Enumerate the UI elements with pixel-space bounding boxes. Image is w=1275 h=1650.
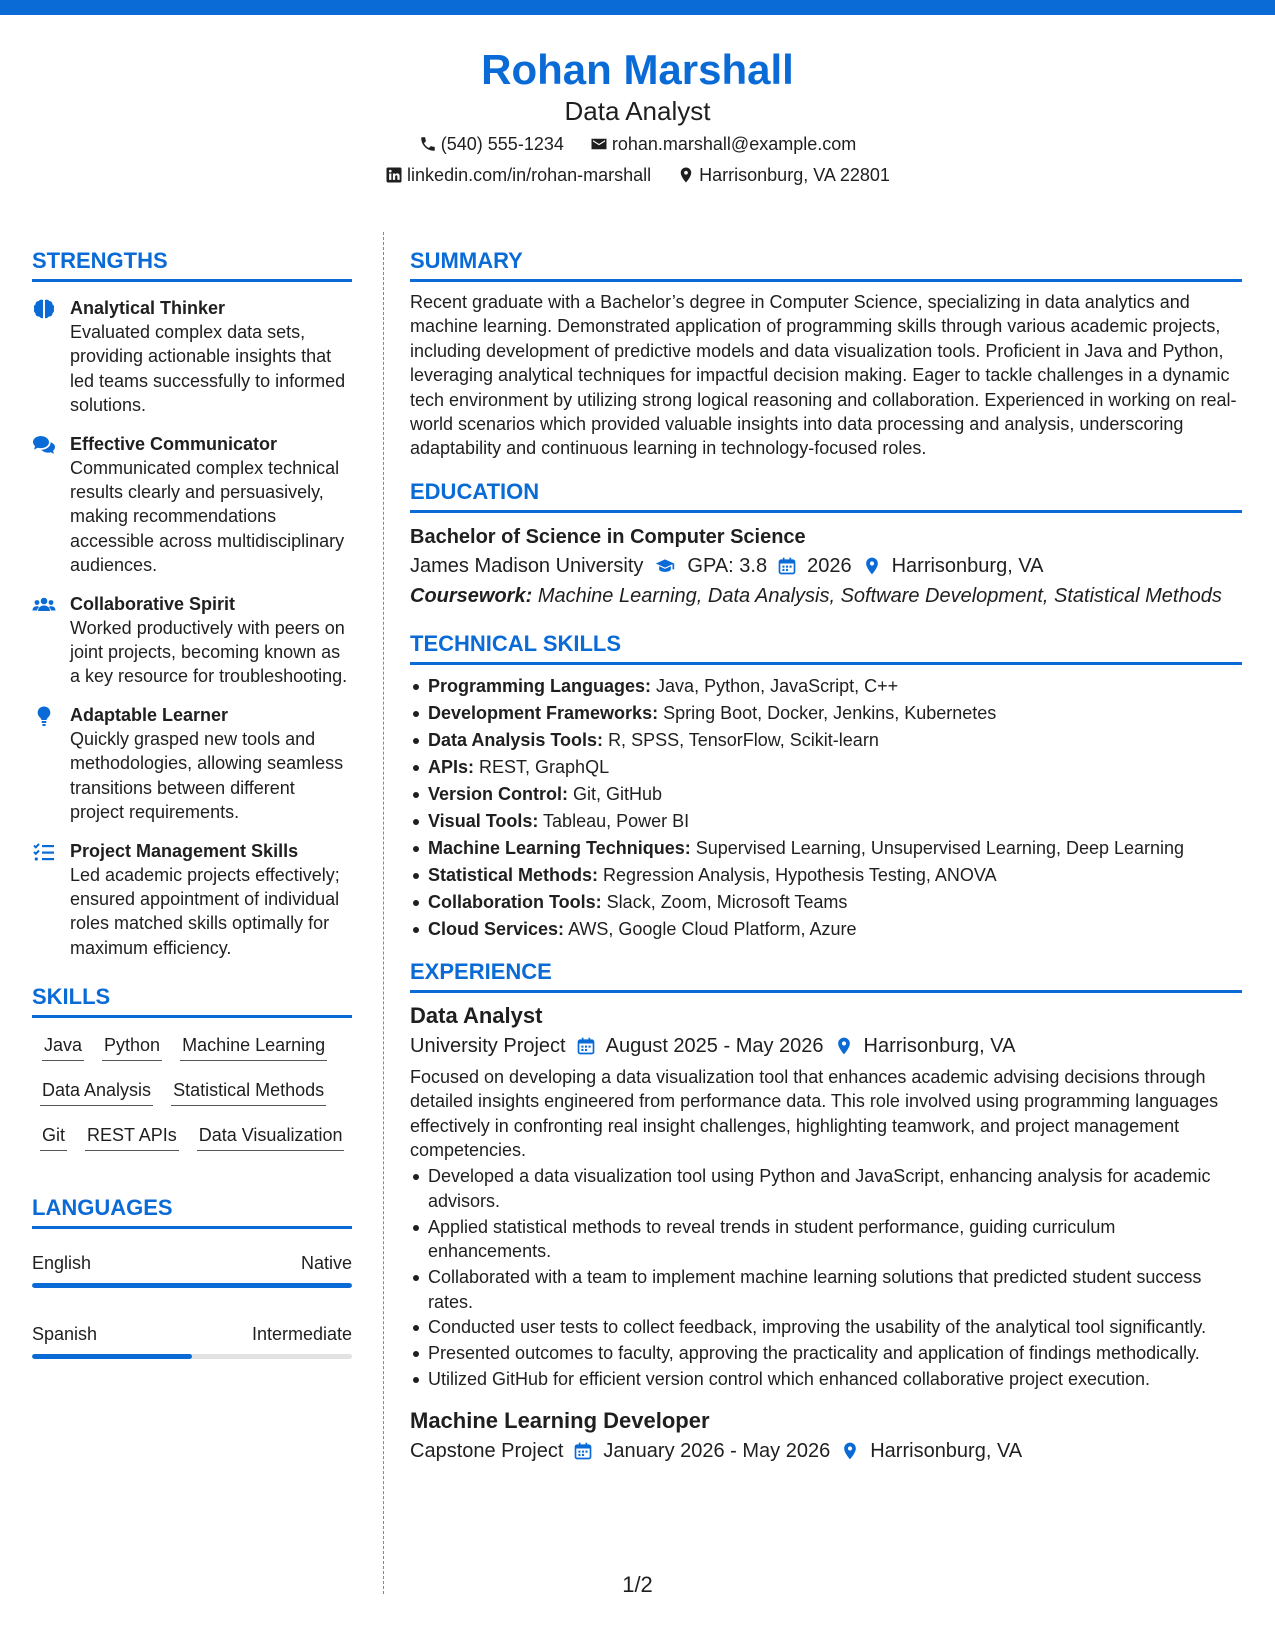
phone-icon (419, 135, 437, 153)
list-item (410, 673, 1242, 700)
job-dates: August 2025 - May 2026 (605, 1034, 824, 1057)
job-dates: January 2026 - May 2026 (603, 1439, 831, 1462)
job-location: Harrisonburg, VA (870, 1439, 1023, 1462)
calendar-icon (573, 1441, 593, 1461)
map-pin-icon (840, 1441, 860, 1461)
skill-label: Collaboration Tools: (428, 891, 602, 912)
strength-item (32, 703, 352, 825)
strength-title: Effective Communicator (70, 433, 278, 454)
list-item: Conducted user tests to collect feedback, improving the usability of the analytical tool significantly. (410, 1315, 1242, 1339)
calendar-icon (777, 556, 797, 576)
degree-title: Bachelor of Science in Computer Science (410, 525, 806, 548)
language-name: English (32, 1253, 92, 1274)
experience-heading: EXPERIENCE (410, 957, 1242, 993)
job-bullets (410, 1164, 1242, 1391)
job-description: Focused on developing a data visualization tool that enhances academic advising decisions through detailed insights engineered from performance data. This role involved using programming languages effectively in confronting real insight challenges, highlighting teamwork, and project management competencies. (410, 1066, 1219, 1161)
left-column (32, 246, 352, 1359)
strengths-heading: STRENGTHS (32, 246, 352, 282)
list-item (410, 889, 1242, 916)
job-meta (410, 1436, 1242, 1466)
skill-value: REST, GraphQL (479, 756, 610, 777)
email-text[interactable]: rohan.marshall@example.com (611, 133, 857, 154)
strength-desc: Evaluated complex data sets, providing actionable insights that led teams successfully to informed solutions. (70, 322, 346, 416)
candidate-role: Data Analyst (564, 96, 711, 126)
contact-line-2 (0, 159, 1275, 190)
languages-heading: LANGUAGES (32, 1193, 352, 1229)
skills-tags (32, 1032, 352, 1167)
list-item: Collaborated with a team to implement machine learning solutions that predicted student success rates. (410, 1265, 1242, 1314)
map-pin-icon (862, 556, 882, 576)
strength-title: Adaptable Learner (70, 704, 229, 725)
education-location: Harrisonburg, VA (891, 554, 1044, 577)
language-level: Native (300, 1253, 352, 1274)
skill-value: Git, GitHub (573, 783, 663, 804)
language-level: Intermediate (251, 1324, 352, 1345)
resume-header (0, 44, 1275, 190)
proficiency-bar (32, 1354, 352, 1359)
language-item (32, 1322, 352, 1359)
list-item (410, 781, 1242, 808)
list-item: Utilized GitHub for efficient version control which enhanced collaborative project execution. (410, 1367, 1242, 1391)
location-text: Harrisonburg, VA 22801 (699, 164, 890, 185)
language-item (32, 1251, 352, 1288)
list-item (410, 916, 1242, 943)
skill-row (42, 1032, 352, 1077)
page-number: 1/2 (622, 1572, 653, 1597)
strength-item (32, 296, 352, 418)
skill-tag: Data Analysis (40, 1077, 153, 1106)
list-item: Applied statistical methods to reveal trends in student performance, guiding curriculum enhancements. (410, 1215, 1242, 1264)
envelope-icon (590, 135, 608, 153)
skill-label: Version Control: (428, 783, 569, 804)
job-org: University Project (410, 1034, 566, 1057)
technical-skills-list (410, 673, 1242, 943)
column-divider (383, 232, 384, 1594)
phone-text: (540) 555-1234 (440, 133, 564, 154)
strength-item (32, 432, 352, 578)
list-item (410, 862, 1242, 889)
skill-tag: Machine Learning (180, 1032, 327, 1061)
skill-value: Slack, Zoom, Microsoft Teams (606, 891, 848, 912)
strength-desc: Quickly grasped new tools and methodologies, allowing seamless transitions between different project requirements. (70, 728, 344, 823)
language-name: Spanish (32, 1324, 98, 1345)
gpa-text: GPA: 3.8 (687, 554, 768, 577)
graduation-year: 2026 (807, 554, 852, 577)
strength-desc: Led academic projects effectively; ensured appointment of individual roles matched skills optimally for maximum efficiency. (70, 864, 340, 958)
summary-heading: SUMMARY (410, 246, 1242, 282)
skill-value: Supervised Learning, Unsupervised Learning, Deep Learning (695, 837, 1185, 858)
right-column (410, 246, 1242, 1466)
skill-label: Cloud Services: (428, 918, 565, 939)
job-org: Capstone Project (410, 1439, 564, 1462)
graduation-cap-icon (653, 556, 677, 576)
skill-tag: Statistical Methods (171, 1077, 326, 1106)
skill-label: Development Frameworks: (428, 702, 659, 723)
strength-item (32, 592, 352, 689)
brain-icon (32, 298, 56, 320)
technical-skills-heading: TECHNICAL SKILLS (410, 629, 1242, 665)
lightbulb-icon (32, 705, 56, 727)
linkedin-text[interactable]: linkedin.com/in/rohan-marshall (407, 164, 652, 185)
skill-label: Data Analysis Tools: (428, 729, 604, 750)
school-name: James Madison University (410, 554, 644, 577)
language-row (32, 1251, 352, 1275)
skill-tag: Data Visualization (197, 1122, 345, 1151)
proficiency-fill (32, 1283, 352, 1288)
list-item (410, 808, 1242, 835)
list-item: Presented outcomes to faculty, approving the practicality and application of findings methodically. (410, 1341, 1242, 1365)
coursework-label: Coursework: (410, 584, 533, 607)
skill-label: Machine Learning Techniques: (428, 837, 691, 858)
linkedin-icon (385, 166, 403, 184)
strength-title: Collaborative Spirit (70, 593, 236, 614)
coursework-line (410, 581, 1242, 611)
skill-tag: Java (42, 1032, 84, 1061)
skill-tag: Python (102, 1032, 162, 1061)
strength-item (32, 839, 352, 961)
list-item (410, 754, 1242, 781)
map-pin-icon (677, 166, 695, 184)
job-location: Harrisonburg, VA (863, 1034, 1016, 1057)
coursework-list: Machine Learning, Data Analysis, Software Development, Statistical Methods (537, 584, 1222, 607)
list-item (410, 835, 1242, 862)
strength-desc: Worked productively with peers on joint projects, becoming known as a key resource for troubleshooting. (70, 617, 348, 687)
skill-row (40, 1077, 352, 1122)
email-item[interactable] (590, 131, 856, 157)
skill-value: AWS, Google Cloud Platform, Azure (568, 918, 857, 939)
top-accent-bar (0, 0, 1275, 15)
location-item (677, 162, 890, 188)
skill-label: Programming Languages: (428, 675, 652, 696)
skill-tag: REST APIs (85, 1122, 179, 1151)
users-icon (32, 594, 56, 616)
tasks-icon (32, 841, 56, 863)
skill-value: R, SPSS, TensorFlow, Scikit-learn (608, 729, 879, 750)
language-row (32, 1322, 352, 1346)
strength-title: Analytical Thinker (70, 298, 226, 318)
skill-label: Visual Tools: (428, 810, 539, 831)
phone-item (419, 131, 564, 157)
skill-value: Tableau, Power BI (543, 810, 690, 831)
proficiency-bar (32, 1283, 352, 1288)
proficiency-fill (32, 1354, 192, 1359)
contact-line-1 (0, 128, 1275, 159)
candidate-name: Rohan Marshall (481, 46, 794, 93)
skill-value: Java, Python, JavaScript, C++ (656, 675, 899, 696)
skill-tag: Git (40, 1122, 67, 1151)
summary-text: Recent graduate with a Bachelor’s degree in Computer Science, specializing in data analytics and machine learning. Demonstrated application of programming skills through various academic projects, including development of predictive models and data visualization tools. Proficient in Java and Python, leveraging analytical techniques for impactful decision making. Eager to tackle challenges in a dynamic tech environment by utilizing strong logical reasoning and collaboration. Experienced in working on real-world scenarios which provided valuable insights into data processing and analysis, underscoring adaptability and continuous learning in technology-focused roles. (410, 292, 1237, 459)
education-meta (410, 551, 1242, 581)
map-pin-icon (834, 1036, 854, 1056)
list-item (410, 727, 1242, 754)
skill-value: Regression Analysis, Hypothesis Testing, ANOVA (603, 864, 997, 885)
strength-desc: Communicated complex technical results clearly and persuasively, making recommendations accessible across multidisciplinary audiences. (70, 457, 345, 576)
comments-icon (32, 434, 56, 456)
skills-heading: SKILLS (32, 982, 352, 1018)
strength-title: Project Management Skills (70, 840, 299, 861)
calendar-icon (576, 1036, 596, 1056)
job-title: Data Analyst (410, 1002, 543, 1028)
education-heading: EDUCATION (410, 477, 1242, 513)
skill-label: Statistical Methods: (428, 864, 599, 885)
skill-label: APIs: (428, 756, 475, 777)
list-item: Developed a data visualization tool using Python and JavaScript, enhancing analysis for academic advisors. (410, 1164, 1242, 1213)
skill-value: Spring Boot, Docker, Jenkins, Kubernetes (663, 702, 997, 723)
job-title: Machine Learning Developer (410, 1407, 710, 1433)
skill-row (40, 1122, 352, 1167)
job-meta (410, 1031, 1242, 1061)
linkedin-item[interactable] (385, 162, 651, 188)
list-item (410, 700, 1242, 727)
